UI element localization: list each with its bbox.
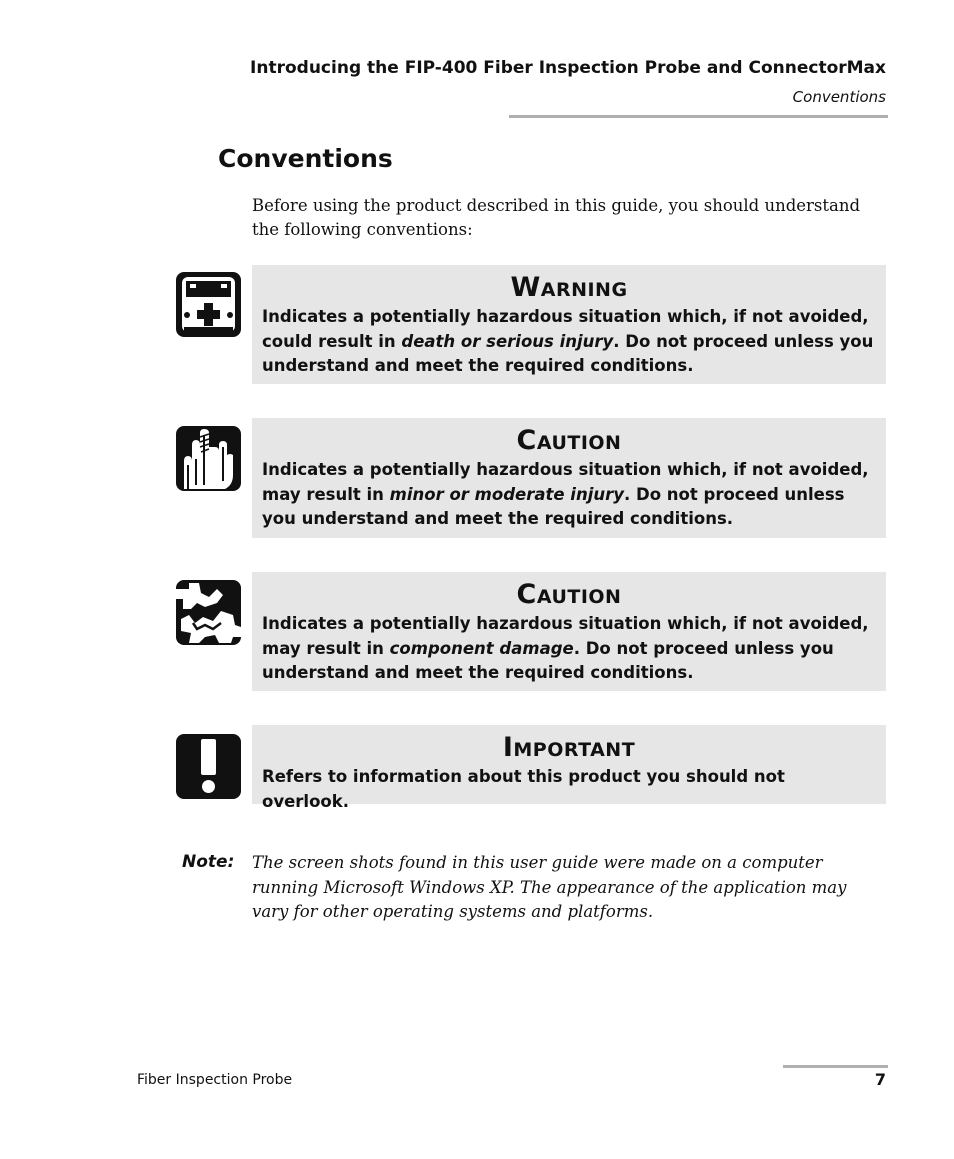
warning-text: Indicates a potentially hazardous situation which, if not avoided, could result in death or serious injury. Do not proceed unless you understand and meet the required conditions. xyxy=(262,307,874,375)
page-number: 7 xyxy=(874,1070,886,1089)
exclamation-icon xyxy=(175,733,242,800)
footer-document-title: Fiber Inspection Probe xyxy=(137,1072,293,1088)
caution-injury-title: Caution xyxy=(516,425,622,456)
important-text: Refers to information about this product you should not overlook. xyxy=(262,767,785,811)
caution-injury-text: Indicates a potentially hazardous situation which, if not avoided, may result in minor or moderate injury. Do not proceed unless you understand and meet the required conditions. xyxy=(262,460,869,528)
important-box xyxy=(252,725,886,811)
footer-rule xyxy=(783,1065,888,1068)
warning-title: Warning xyxy=(510,272,628,303)
note-text: The screen shots found in this user guide were made on a computer running Microsoft Windows XP. The appearance of the application may vary for other operating systems and platforms. xyxy=(252,853,847,921)
section-title: Conventions xyxy=(218,144,393,173)
caution-damage-box xyxy=(252,572,886,691)
caution-damage-title: Caution xyxy=(516,579,622,610)
ambulance-icon xyxy=(175,271,242,338)
header-rule xyxy=(509,115,888,118)
injured-hand-icon xyxy=(175,425,242,492)
important-title: Important xyxy=(502,732,636,763)
caution-damage-text: Indicates a potentially hazardous situation which, if not avoided, may result in component damage. Do not proceed unless you understand and meet the required conditions. xyxy=(262,614,869,682)
broken-gear-icon xyxy=(175,579,242,646)
running-header-title: Introducing the FIP-400 Fiber Inspection Probe and ConnectorMax xyxy=(250,58,886,78)
running-header-subtitle: Conventions xyxy=(792,88,886,106)
caution-injury-box xyxy=(252,418,886,538)
intro-paragraph: Before using the product described in this guide, you should understand the following conventions: xyxy=(252,196,861,239)
warning-box xyxy=(252,265,886,384)
note-label: Note: xyxy=(182,852,235,872)
